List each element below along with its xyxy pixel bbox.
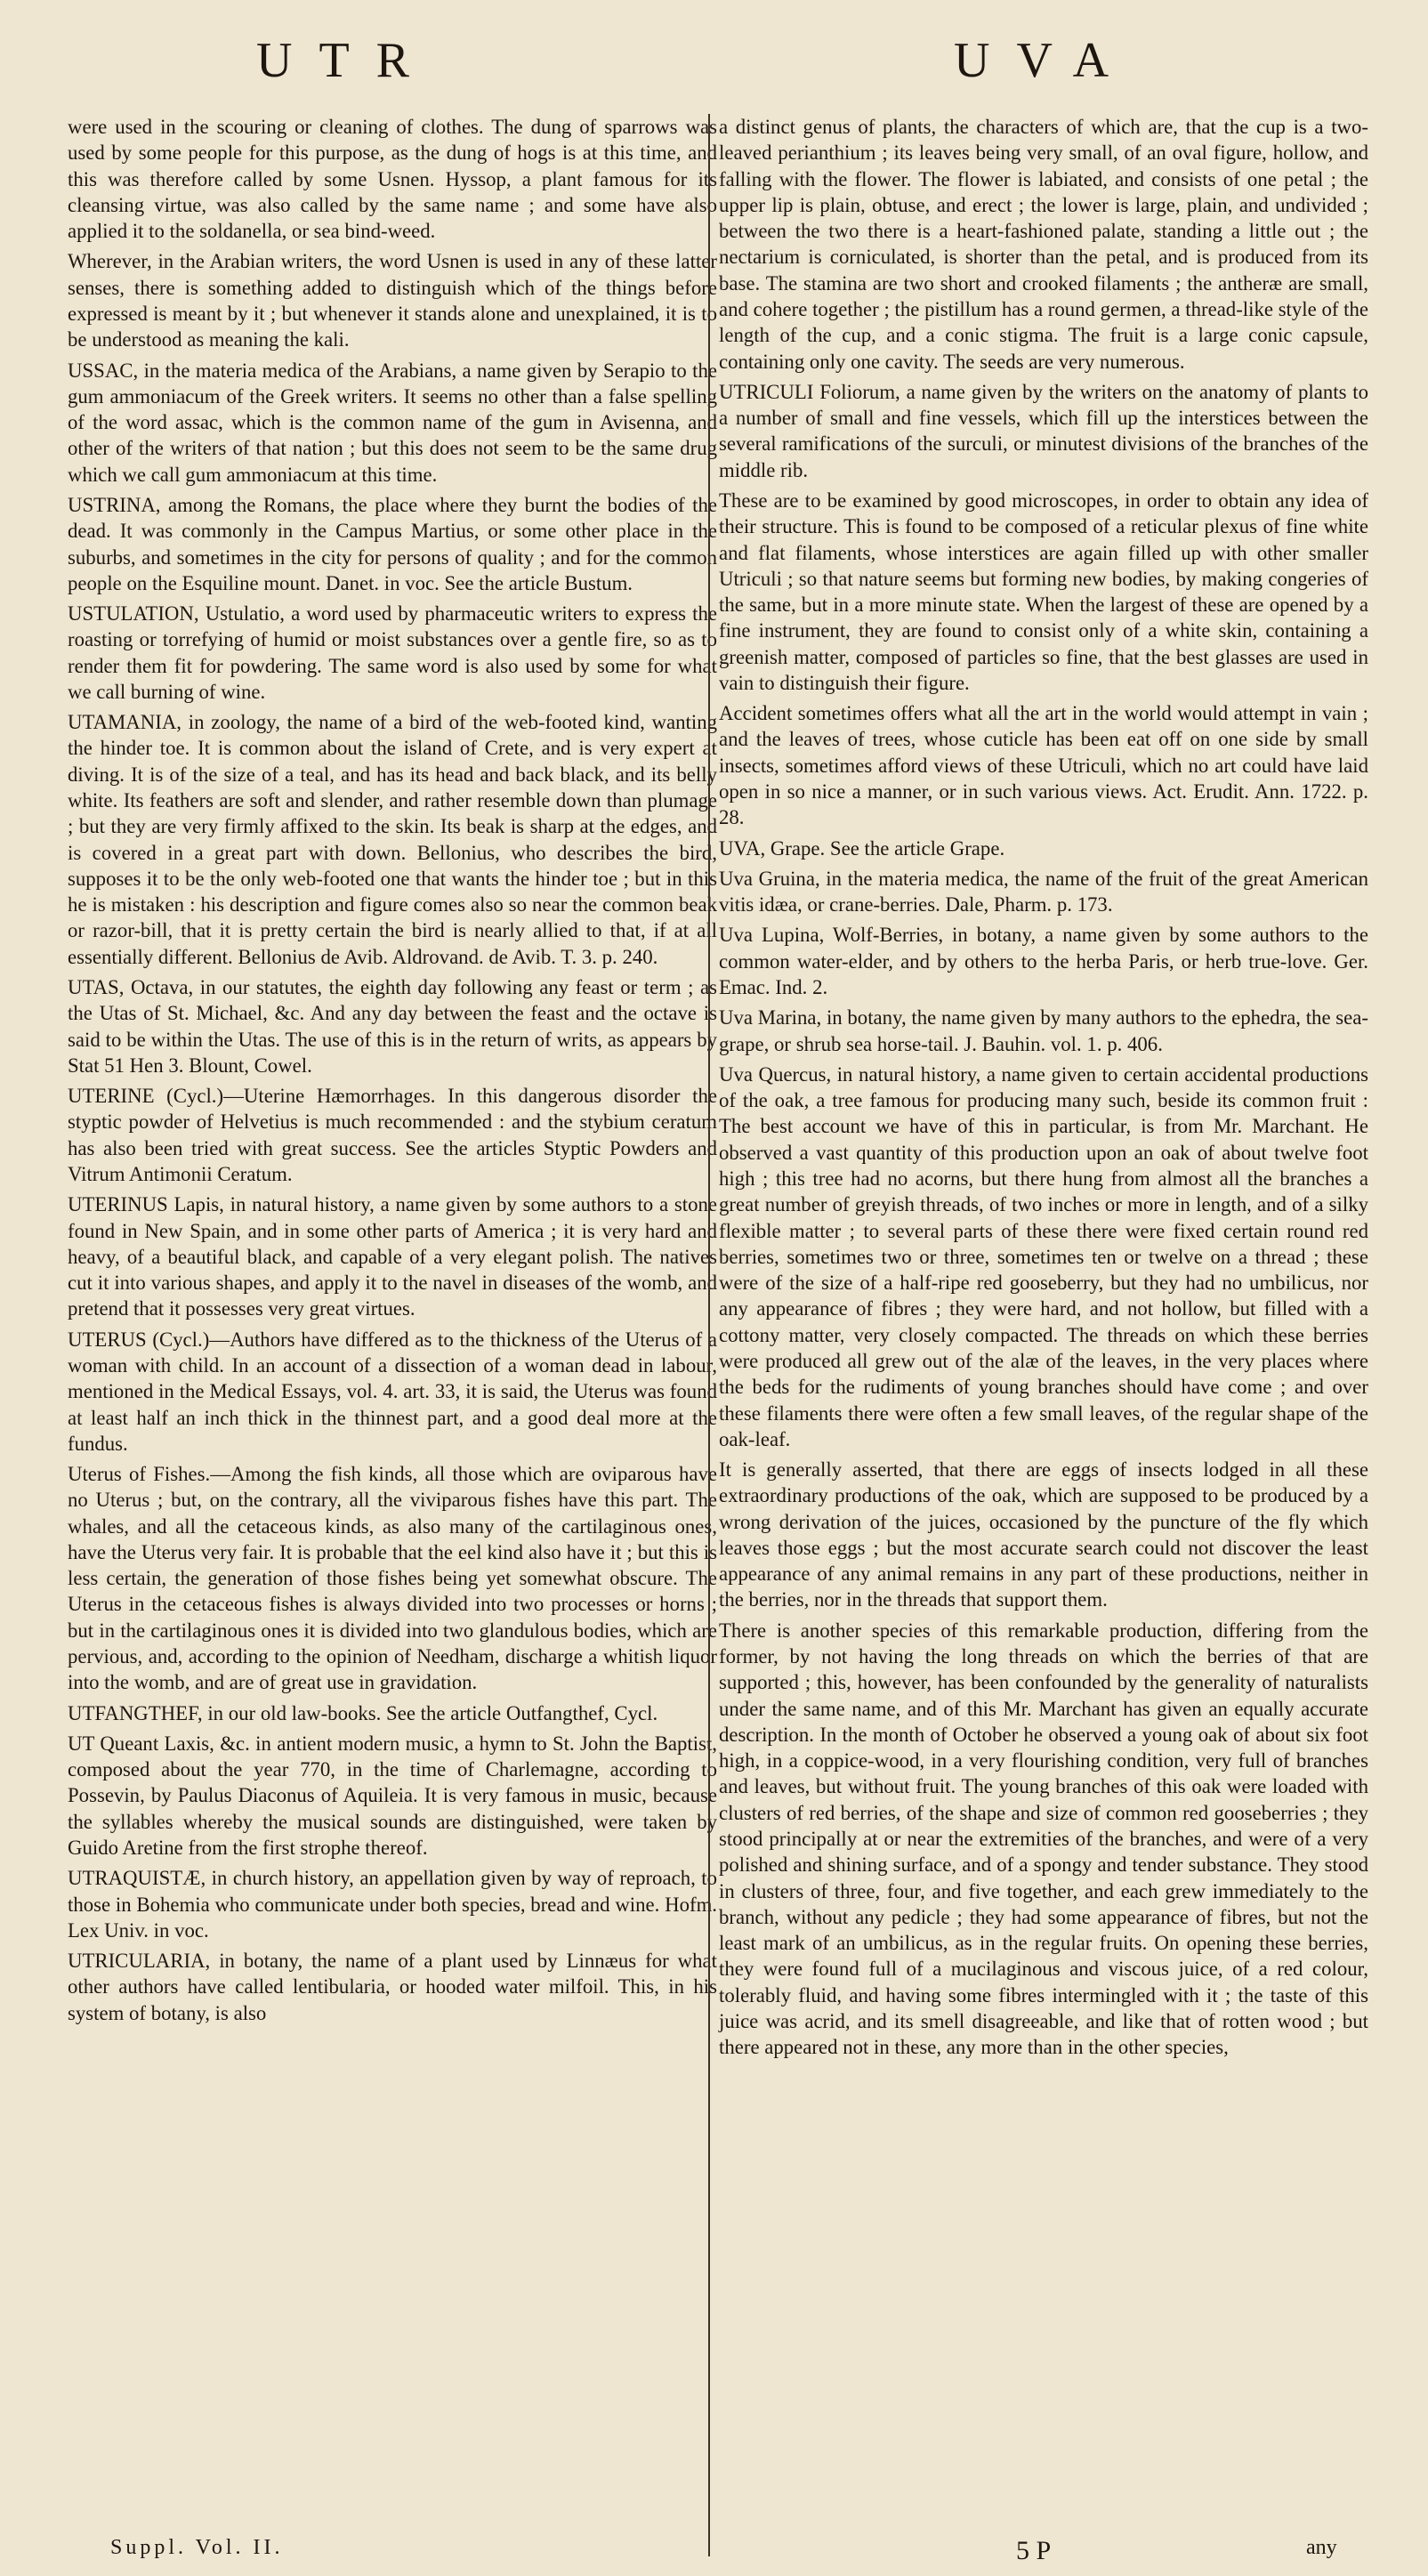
right-column xyxy=(719,114,1368,2065)
dictionary-entry: USTULATION, Ustulatio, a word used by pharmaceutic writers to express the roasting or torrefying of humid or moist substances over a gentle fire, so as to render them fit for powdering. The same word is also used by some for what we call burning of wine. xyxy=(68,602,717,703)
dictionary-entry: Uva Quercus, in natural history, a name given to certain accidental productions of the oak, a tree famous for producing many such, beside its common fruit : The best account we have of this in particular, is from Mr. Marchant. He observed a vast quantity of this production upon an oak of about twelve foot high ; this tree had no acorns, but there hung from almost all the branches a great number of greyish threads, of two inches or more in length, and of a silky flexible matter ; to several parts of these there were fixed certain round red berries, sometimes two or three, sometimes ten or twelve on a thread ; these were of the size of a half-ripe red gooseberry, but they had no umbilicus, nor any appearance of fibres ; they were hard, and not hollow, but filled with a cottony matter, very closely compacted. The threads on which these berries were produced all grew out of the alæ of the leaves, in the very places where the beds for the rudiments of young branches should have come ; and over these filaments there were often a few small leaves, of the regular shape of the oak-leaf. xyxy=(719,1062,1368,1450)
dictionary-entry: UTERUS (Cycl.)—Authors have differed as to the thickness of the Uterus of a woman with child. In an account of a dissection of a woman dead in labour, mentioned in the Medical Essays, vol. 4. art. 33, it is said, the Uterus was found at least half an inch thick in the thinnest part, and a good deal more at the fundus. xyxy=(68,1328,717,1455)
catchword: any xyxy=(1306,2536,1337,2559)
dictionary-entry: UTFANGTHEF, in our old law-books. See the article Outfangthef, Cycl. xyxy=(68,1701,658,1724)
dictionary-entry: It is generally asserted, that there are eggs of insects lodged in all these extraordinary productions of the oak, which are supposed to be produced by a wrong derivation of the juices, occasioned by the puncture of the fly which leaves those eggs ; but the most accurate search could not discover the least appearance of any animal remains in any part of these productions, neither in the berries, nor in the threads that support them. xyxy=(719,1458,1368,1611)
dictionary-entry: Uterus of Fishes.—Among the fish kinds, all those which are oviparous have no Uterus ; but, on the contrary, all the viviparous fishes have this part. The whales, and all the cetaceous kinds, as also many of the cartilaginous ones, have the Uterus very fair. It is probable that the eel kind also have it ; but this is less certain, the generation of those fishes being yet somewhat obscure. The Uterus in the cetaceous fishes is always divided into two processes or horns ; but in the cartilaginous ones it is divided into two glandulous bodies, which are pervious, and, according to the opinion of Needham, discharge a whitish liquor into the womb, and are of great use in gravidation. xyxy=(68,1463,717,1694)
running-head-right: UVA xyxy=(954,33,1136,88)
dictionary-entry: Uva Lupina, Wolf-Berries, in botany, a name given by some authors to the common water-elder, and by others to the herba Paris, or herb true-love. Ger. Emac. Ind. 2. xyxy=(719,924,1368,998)
dictionary-entry: UTRAQUISTÆ, in church history, an appellation given by way of reproach, to those in Bohemia who communicate under both species, bread and wine. Hofm. Lex Univ. in voc. xyxy=(68,1867,717,1942)
dictionary-entry: USSAC, in the materia medica of the Arabians, a name given by Serapio to the gum ammoniacum of the Greek writers. It seems no other than a false spelling of the word assac, which is the common name of the gum in Avisenna, and other of the writers of that nation ; but this does not seem to be the same drug which we call gum ammoniacum at this time. xyxy=(68,359,717,486)
dictionary-entry: USTRINA, among the Romans, the place where they burnt the bodies of the dead. It was commonly in the Campus Martius, or some other place in the suburbs, and sometimes in the city for persons of quality ; and for the common people on the Esquiline mount. Danet. in voc. See the article Bustum. xyxy=(68,493,717,594)
dictionary-entry: UTERINE (Cycl.)—Uterine Hæmorrhages. In this dangerous disorder the styptic powder of Helvetius is much recommended : and the stybium ceratum has also been tried with great success. See the articles Styptic Powders and Vitrum Antimonii Ceratum. xyxy=(68,1085,717,1185)
dictionary-entry: These are to be examined by good microscopes, in order to obtain any idea of their structure. This is found to be composed of a reticular plexus of fine white and flat filaments, whose interstices are again filled up with other smaller Utriculi ; so that nature seems but forming new bodies, by making congeries of the same, but in a more minute state. When the largest of these are opened by a fine instrument, they are found to consist only of a white skin, containing a greenish matter, composed of particles so fine, that the best glasses are used in vain to distinguish their figure. xyxy=(719,489,1368,694)
dictionary-entry: UTERINUS Lapis, in natural history, a name given by some authors to a stone found in New Spain, and in some other parts of America ; it is very hard and heavy, of a beautiful black, and capable of a very elegant polish. The natives cut it into various shapes, and apply it to the navel in diseases of the womb, and pretend that it possesses very great virtues. xyxy=(68,1193,717,1320)
dictionary-entry: Uva Gruina, in the materia medica, the name of the fruit of the great American vitis idæa, or crane-berries. Dale, Pharm. p. 173. xyxy=(719,867,1368,917)
dictionary-entry: Accident sometimes offers what all the art in the world would attempt in vain ; and the leaves of trees, whose cuticle has been eat off on one side by small insects, sometimes afford views of these Utriculi, which no art could have laid open in so nice a manner, or in such various views. Act. Erudit. Ann. 1722. p. 28. xyxy=(719,702,1368,829)
running-head-left: UTR xyxy=(256,33,436,88)
dictionary-entry: Wherever, in the Arabian writers, the word Usnen is used in any of these latter senses, there is something added to distinguish which of the things before expressed is meant by it ; but whenever it stands alone and unexplained, it is to be understood as meaning the kali. xyxy=(68,250,717,351)
dictionary-entry: were used in the scouring or cleaning of clothes. The dung of sparrows was used by some people for this purpose, as the dung of hogs is at this time, and this was therefore called by some Usnen. Hyssop, a plant famous for its cleansing virtue, was also called by the same name ; and some have also applied it to the soldanella, or sea bind-weed. xyxy=(68,116,717,243)
dictionary-entry: UVA, Grape. See the article Grape. xyxy=(719,836,1005,860)
dictionary-entry: UTRICULARIA, in botany, the name of a plant used by Linnæus for what other authors have called lentibularia, or hooded water milfoil. This, in his system of botany, is also xyxy=(68,1950,717,2024)
left-column xyxy=(68,114,717,2031)
dictionary-entry: UTAS, Octava, in our statutes, the eighth day following any feast or term ; as the Utas of St. Michael, &c. And any day between the feast and the octave is said to be within the Utas. The use of this is in the return of writs, as appears by Stat 51 Hen 3. Blount, Cowel. xyxy=(68,976,717,1077)
dictionary-entry: a distinct genus of plants, the characters of which are, that the cup is a two-leaved perianthium ; its leaves being very small, of an oval figure, hollow, and falling with the flower. The flower is labiated, and consists of one petal ; the upper lip is plain, obtuse, and erect ; the lower is large, plain, and undivided ; between the two there is a heart-fashioned palate, standing a little out ; the nectarium is corniculated, is shorter than the petal, and is produced from its base. The stamina are two short and crooked filaments ; the antheræ are small, and cohere together ; the pistillum has a round germen, a thread-like style of the length of the cup, and a conic stigma. The fruit is a large conic capsule, containing only one cavity. The seeds are very numerous. xyxy=(719,116,1368,373)
dictionary-entry: UTAMANIA, in zoology, the name of a bird of the web-footed kind, wanting the hinder toe. It is common about the island of Crete, and is very expert at diving. It is of the size of a teal, and has its head and back black, and its belly white. Its feathers are soft and slender, and rather resemble down than plumage ; but they are very firmly affixed to the skin. Its beak is sharp at the edges, and is covered in a great part with down. Bellonius, who describes the bird, supposes it to be the only web-footed one that wants the hinder toe ; but in this he is mistaken : his description and figure comes also so near the common beak or razor-bill, that it is pretty certain the bird is nearly allied to that, if at all essentially different. Bellonius de Avib. Aldrovand. de Avib. T. 3. p. 240. xyxy=(68,711,717,968)
dictionary-entry: UT Queant Laxis, &c. in antient modern music, a hymn to St. John the Baptist, composed about the year 770, in the time of Charlemagne, according to Possevin, by Paulus Diaconus of Aquileia. It is very famous in music, because the syllables whereby the musical sounds are distinguished, were taken by Guido Aretine from the first strophe thereof. xyxy=(68,1732,717,1859)
signature-mark: Suppl. Vol. II. xyxy=(110,2536,284,2559)
dictionary-entry: UTRICULI Foliorum, a name given by the writers on the anatomy of plants to a number of small and fine vessels, which fill up the interstices between the several ramifications of the surculi, or minutest divisions of the branches of the middle rib. xyxy=(719,380,1368,481)
dictionary-entry: There is another species of this remarkable production, differing from the former, by not having the long threads on which the berries of that are supported ; this, however, has been confounded by the generality of naturalists under the same name, and of this Mr. Marchant has given an equally accurate description. In the month of October he observed a young oak of about six foot high, in a coppice-wood, in a very flourishing condition, very full of branches and leaves, but without fruit. The young branches of this oak were loaded with clusters of red berries, of the shape and size of common red gooseberries ; they stood principally at or near the extremities of the branches, and were of a very polished and shining surface, and of a spongy and tender substance. They stood in clusters of three, four, and five together, and each grew immediately to the branch, without any pedicle ; they had some appearance of fibres, but not the least mark of an umbilicus, as in the regular fruits. On opening these berries, they were found full of a mucilaginous and viscous juice, of a red colour, tolerably fluid, and having some fibres intermingled with it ; the taste of this juice was acrid, and its smell disagreeable, and like that of rotten wood ; but there appeared not in these, any more than in the other species, xyxy=(719,1619,1368,2059)
sheet-mark: 5 P xyxy=(1016,2536,1052,2565)
dictionary-entry: Uva Marina, in botany, the name given by many authors to the ephedra, the sea-grape, or shrub sea horse-tail. J. Bauhin. vol. 1. p. 406. xyxy=(719,1006,1368,1055)
column-divider xyxy=(708,114,710,2556)
